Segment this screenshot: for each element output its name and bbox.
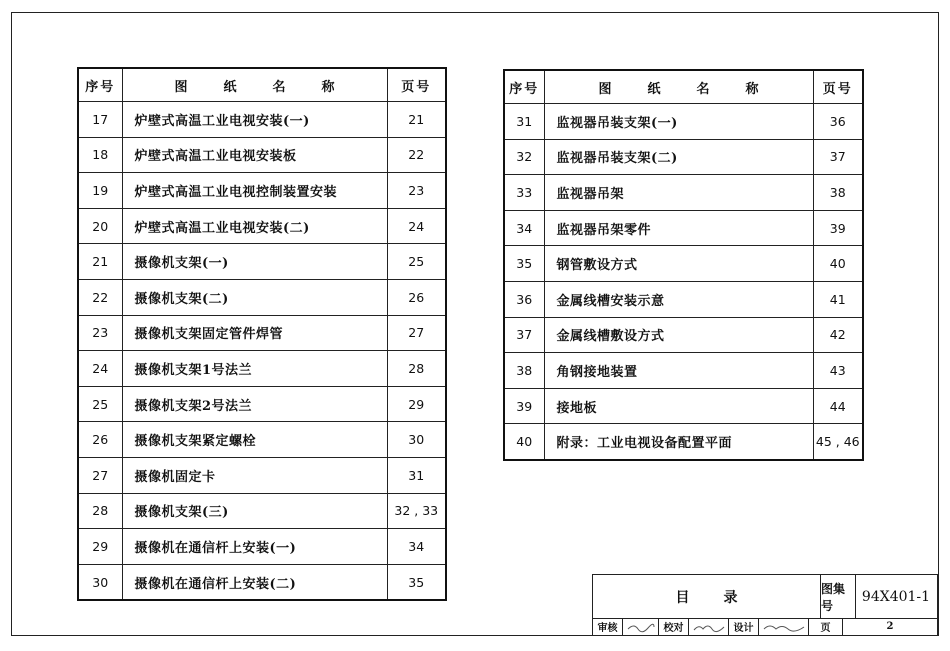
review-label: 审核 — [593, 618, 623, 635]
design-signature — [759, 618, 809, 635]
drawing-name: 摄像机支架(一) — [122, 244, 387, 280]
page-number: 31 — [387, 457, 446, 493]
index-table-right — [503, 69, 864, 461]
page-number: 21 — [387, 102, 446, 138]
drawing-name: 炉壁式高温工业电视安装板 — [122, 137, 387, 173]
review-signature — [623, 618, 659, 635]
table-row — [504, 139, 863, 175]
page-number: 35 — [387, 564, 446, 600]
drawing-title: 目录 — [593, 575, 821, 618]
table-row — [78, 529, 446, 565]
drawing-name: 监视器吊装支架(一) — [544, 104, 813, 140]
row-number: 35 — [504, 246, 544, 282]
row-number: 25 — [78, 386, 122, 422]
page-number: 39 — [813, 210, 863, 246]
table-row — [504, 246, 863, 282]
drawing-name: 摄像机支架1号法兰 — [122, 351, 387, 387]
row-number: 27 — [78, 457, 122, 493]
header-name: 图 纸 名 称 — [544, 70, 813, 104]
table-row — [78, 137, 446, 173]
table-row — [78, 564, 446, 600]
page-number: 36 — [813, 104, 863, 140]
row-number: 28 — [78, 493, 122, 529]
row-number: 23 — [78, 315, 122, 351]
header-no: 序号 — [504, 70, 544, 104]
table-row — [504, 210, 863, 246]
row-number: 40 — [504, 424, 544, 460]
page-label: 页 — [809, 618, 843, 635]
row-number: 18 — [78, 137, 122, 173]
row-number: 22 — [78, 279, 122, 315]
drawing-name: 炉壁式高温工业电视安装(一) — [122, 102, 387, 138]
page-number: 26 — [387, 279, 446, 315]
row-number: 34 — [504, 210, 544, 246]
row-number: 20 — [78, 208, 122, 244]
header-page: 页号 — [387, 68, 446, 102]
page-number: 38 — [813, 175, 863, 211]
page-number: 30 — [387, 422, 446, 458]
page-number: 37 — [813, 139, 863, 175]
table-row — [78, 244, 446, 280]
design-label: 设计 — [729, 618, 759, 635]
table-row — [78, 457, 446, 493]
header-name: 图 纸 名 称 — [122, 68, 387, 102]
row-number: 38 — [504, 353, 544, 389]
drawing-name: 炉壁式高温工业电视控制装置安装 — [122, 173, 387, 209]
table-row — [78, 493, 446, 529]
drawing-name: 附录：工业电视设备配置平面 — [544, 424, 813, 460]
page-number: 27 — [387, 315, 446, 351]
drawing-name: 摄像机支架(三) — [122, 493, 387, 529]
header-no: 序号 — [78, 68, 122, 102]
table-row — [504, 388, 863, 424]
row-number: 29 — [78, 529, 122, 565]
page-number: 42 — [813, 317, 863, 353]
page-number: 28 — [387, 351, 446, 387]
drawing-name: 金属线槽敷设方式 — [544, 317, 813, 353]
page-number: 23 — [387, 173, 446, 209]
table-row — [78, 208, 446, 244]
page-number: 41 — [813, 281, 863, 317]
table-header — [78, 68, 446, 102]
title-block — [592, 574, 938, 636]
drawing-name: 接地板 — [544, 388, 813, 424]
row-number: 37 — [504, 317, 544, 353]
page-number: 45 , 46 — [813, 424, 863, 460]
atlas-label: 图集号 — [821, 575, 856, 618]
row-number: 24 — [78, 351, 122, 387]
table-row — [504, 104, 863, 140]
drawing-name: 摄像机支架紧定螺栓 — [122, 422, 387, 458]
table-row — [504, 317, 863, 353]
row-number: 36 — [504, 281, 544, 317]
row-number: 31 — [504, 104, 544, 140]
page-number: 34 — [387, 529, 446, 565]
page-number: 32 , 33 — [387, 493, 446, 529]
atlas-number: 94X401-1 — [861, 588, 931, 605]
drawing-name: 监视器吊装支架(二) — [544, 139, 813, 175]
drawing-name: 炉壁式高温工业电视安装(二) — [122, 208, 387, 244]
drawing-name: 金属线槽安装示意 — [544, 281, 813, 317]
header-page: 页号 — [813, 70, 863, 104]
table-row — [504, 175, 863, 211]
table-row — [504, 353, 863, 389]
drawing-name: 角钢接地装置 — [544, 353, 813, 389]
row-number: 17 — [78, 102, 122, 138]
drawing-name: 监视器吊架 — [544, 175, 813, 211]
row-number: 39 — [504, 388, 544, 424]
page-number: 40 — [813, 246, 863, 282]
table-row — [78, 351, 446, 387]
row-number: 26 — [78, 422, 122, 458]
drawing-name: 摄像机在通信杆上安装(一) — [122, 529, 387, 565]
row-number: 21 — [78, 244, 122, 280]
page-number: 24 — [387, 208, 446, 244]
drawing-name: 监视器吊架零件 — [544, 210, 813, 246]
drawing-name: 摄像机支架固定管件焊管 — [122, 315, 387, 351]
drawing-name: 摄像机支架(二) — [122, 279, 387, 315]
page-number: 2 — [886, 621, 894, 632]
table-row — [78, 315, 446, 351]
check-label: 校对 — [659, 618, 689, 635]
page-number: 43 — [813, 353, 863, 389]
row-number: 30 — [78, 564, 122, 600]
table-row — [504, 424, 863, 460]
table-row — [504, 281, 863, 317]
index-table-left — [77, 67, 447, 601]
table-row — [78, 386, 446, 422]
page-number: 29 — [387, 386, 446, 422]
page-number: 25 — [387, 244, 446, 280]
table-row — [78, 279, 446, 315]
drawing-name: 摄像机支架2号法兰 — [122, 386, 387, 422]
table-row — [78, 173, 446, 209]
table-header — [504, 70, 863, 104]
drawing-name: 摄像机在通信杆上安装(二) — [122, 564, 387, 600]
drawing-name: 钢管敷设方式 — [544, 246, 813, 282]
row-number: 33 — [504, 175, 544, 211]
page-number: 44 — [813, 388, 863, 424]
page-number: 22 — [387, 137, 446, 173]
row-number: 32 — [504, 139, 544, 175]
table-row — [78, 102, 446, 138]
table-row — [78, 422, 446, 458]
drawing-name: 摄像机固定卡 — [122, 457, 387, 493]
check-signature — [689, 618, 729, 635]
row-number: 19 — [78, 173, 122, 209]
